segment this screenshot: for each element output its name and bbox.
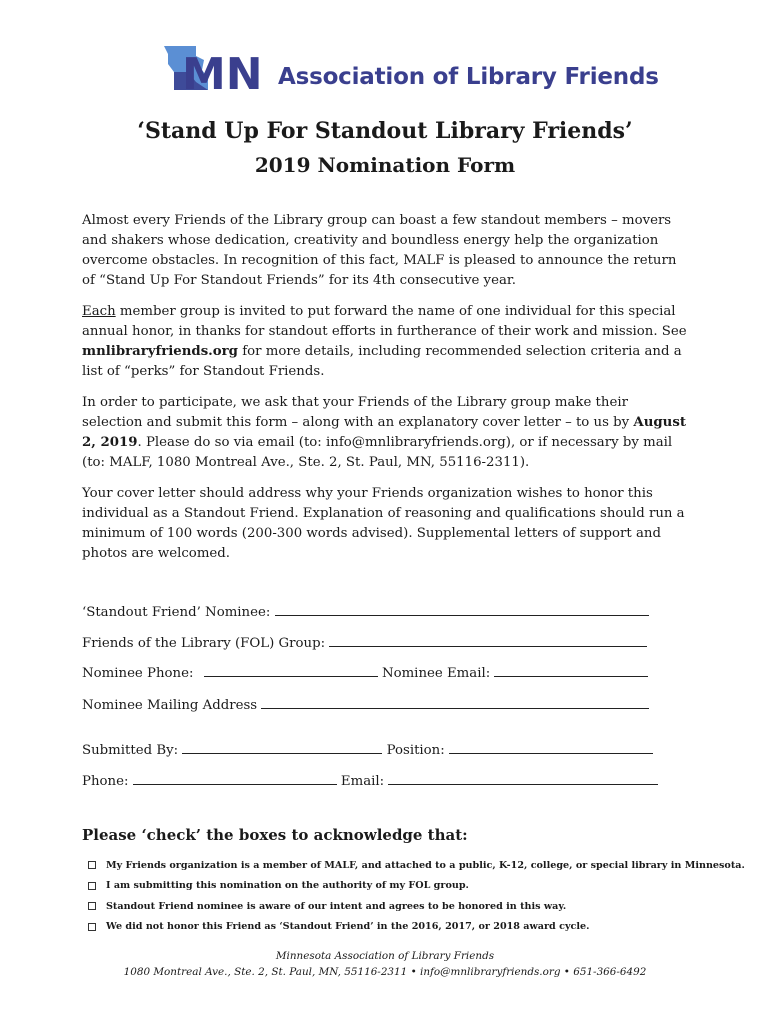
position-label: Position:	[386, 743, 445, 758]
ack-item-aware	[88, 896, 745, 917]
logo-mn-text: MN	[182, 49, 263, 94]
ack-text-not-honored: We did not honor this Friend as ‘Standout Friend’ in the 2016, 2017, or 2018 award cycle.	[106, 921, 590, 933]
nominee-contact-row	[82, 662, 648, 684]
fol-group-label: Friends of the Library (FOL) Group:	[82, 636, 326, 651]
phone-label: Phone:	[82, 774, 129, 789]
checkbox-not-honored[interactable]	[88, 923, 96, 931]
intro-text	[82, 211, 692, 575]
checkbox-member[interactable]	[88, 861, 96, 869]
position-field[interactable]	[449, 739, 653, 754]
p3-text-a: In order to participate, we ask that your Friends of the Library group make their selection and submit this form – along with an explanatory cover letter – to us by	[82, 395, 634, 430]
website-link[interactable]: mnlibraryfriends.org	[82, 344, 238, 359]
nominee-phone-field[interactable]	[204, 662, 378, 677]
nominee-phone-label: Nominee Phone:	[82, 666, 194, 681]
phone-field[interactable]	[133, 770, 337, 785]
ack-text-member: My Friends organization is a member of MALF, and attached to a public, K-12, college, or special library in Minnesota.	[106, 859, 745, 871]
p2-text-b: for more details, including recommended selection criteria and a list of “perks” for Standout Friends.	[82, 344, 682, 379]
page-subtitle: 2019 Nomination Form	[254, 153, 516, 177]
email-label: Email:	[340, 774, 385, 789]
mn-state-logo-icon	[160, 42, 272, 94]
malf-logo	[160, 40, 659, 94]
submitted-by-label: Submitted By:	[82, 743, 179, 758]
logo-text: Association of Library Friends	[278, 64, 659, 90]
paragraph-invite	[82, 302, 692, 382]
acknowledge-list	[88, 855, 745, 937]
mailing-address-field[interactable]	[261, 694, 649, 709]
p2-text-a: member group is invited to put forward the name of one individual for this special annual honor, in thanks for standout efforts in furtherance of their work and mission. See	[82, 304, 687, 339]
nominee-email-label: Nominee Email:	[381, 666, 491, 681]
ack-item-authority	[88, 876, 745, 897]
ack-item-not-honored	[88, 917, 745, 938]
deadline-date: August 2, 2019	[82, 415, 686, 450]
fol-group-row	[82, 632, 647, 654]
ack-item-member	[88, 855, 745, 876]
nominee-label: ‘Standout Friend’ Nominee:	[82, 605, 271, 620]
p3-text-b: . Please do so via email (to: info@mnlibraryfriends.org), or if necessary by mail (to: MALF, 1080 Montreal Ave., Ste. 2, St. Paul, MN, 55116-2311).	[82, 435, 673, 470]
footer-org-name: Minnesota Association of Library Friends	[275, 950, 495, 962]
fol-group-field[interactable]	[329, 632, 647, 647]
footer-contact: 1080 Montreal Ave., Ste. 2, St. Paul, MN, 55116-2311 • info@mnlibraryfriends.org • 651-366-6492	[123, 966, 647, 978]
paragraph-cover-letter: Your cover letter should address why your Friends organization wishes to honor this individual as a Standout Friend. Explanation of reasoning and qualifications should run a minimum of 100 words (200-300 words advised). Supplemental letters of support and photos are welcomed.	[82, 486, 685, 561]
checkbox-authority[interactable]	[88, 882, 96, 890]
checkbox-aware[interactable]	[88, 902, 96, 910]
paragraph-intro: Almost every Friends of the Library group can boast a few standout members – movers and shakers whose dedication, creativity and boundless energy help the organization overcome obstacles. In recognition of this fact, MALF is pleased to announce the return of “Stand Up For Standout Friends” for its 4th consecutive year.	[82, 213, 677, 288]
nominee-field[interactable]	[275, 601, 649, 616]
ack-text-authority: I am submitting this nomination on the authority of my FOL group.	[106, 880, 469, 892]
mailing-address-row	[82, 694, 649, 716]
email-field[interactable]	[388, 770, 658, 785]
paragraph-participate	[82, 393, 692, 473]
ack-text-aware: Standout Friend nominee is aware of our intent and agrees to be honored in this way.	[106, 900, 567, 912]
each-underlined: Each	[82, 304, 116, 319]
submitter-contact-row	[82, 770, 658, 792]
page-title: ‘Stand Up For Standout Library Friends’	[137, 118, 633, 144]
submitted-by-field[interactable]	[182, 739, 382, 754]
nominee-email-field[interactable]	[494, 662, 648, 677]
nominee-row	[82, 601, 649, 623]
mailing-address-label: Nominee Mailing Address	[82, 698, 258, 713]
acknowledge-heading: Please ‘check’ the boxes to acknowledge that:	[82, 826, 468, 844]
submitted-by-row	[82, 739, 653, 761]
